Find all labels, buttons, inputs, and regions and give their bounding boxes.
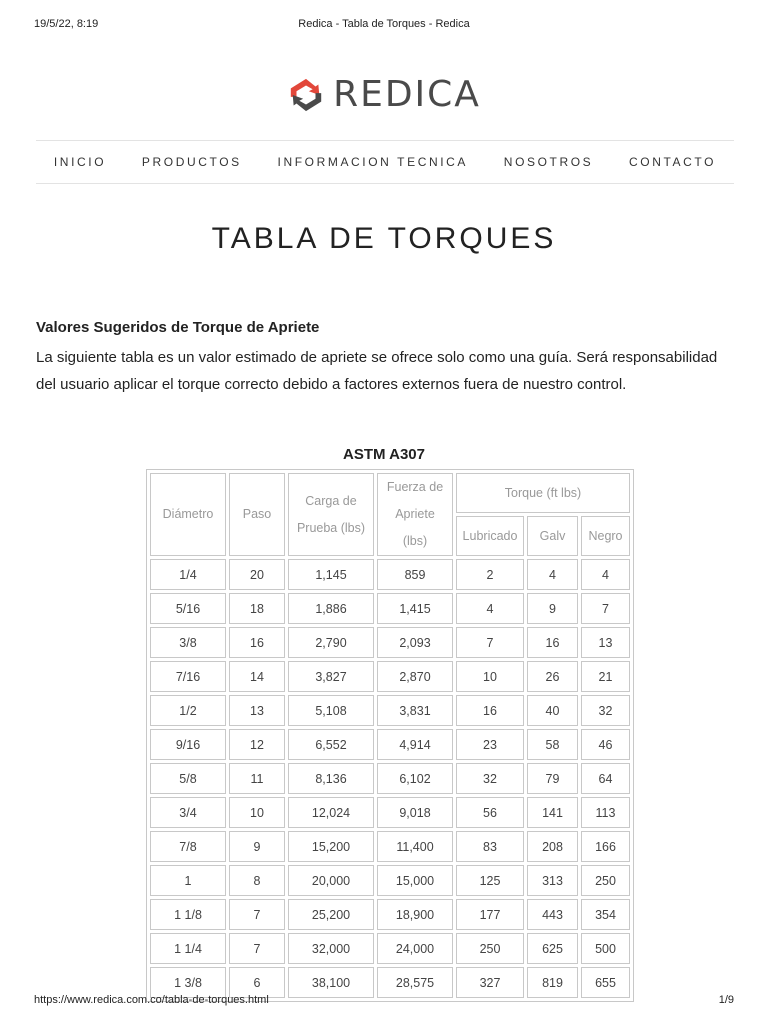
header-carga-line2: Prueba (lbs)	[296, 520, 366, 535]
header-fuerza-line1: Fuerza de	[386, 480, 444, 494]
cell-fuerza-apriete: 24,000	[377, 933, 453, 964]
print-footer	[34, 994, 734, 1008]
cell-fuerza-apriete: 4,914	[377, 729, 453, 760]
cell-paso: 14	[229, 661, 285, 692]
cell-negro: 250	[581, 865, 630, 896]
cell-paso: 9	[229, 831, 285, 862]
cell-paso: 13	[229, 695, 285, 726]
nav-item-inicio[interactable]: INICIO	[53, 155, 107, 169]
cell-paso: 20	[229, 559, 285, 590]
cell-carga-prueba: 1,145	[288, 559, 374, 590]
brand-name: REDICA	[333, 74, 481, 115]
nav-item-contacto[interactable]: CONTACTO	[629, 155, 717, 169]
cell-paso: 7	[229, 933, 285, 964]
cell-paso: 11	[229, 763, 285, 794]
cell-diametro: 9/16	[150, 729, 226, 760]
cell-negro: 4	[581, 559, 630, 590]
cell-lubricado: 327	[456, 967, 524, 998]
cell-fuerza-apriete: 15,000	[377, 865, 453, 896]
cell-lubricado: 83	[456, 831, 524, 862]
cell-diametro: 7/16	[150, 661, 226, 692]
cell-carga-prueba: 1,886	[288, 593, 374, 624]
cell-lubricado: 177	[456, 899, 524, 930]
cell-negro: 354	[581, 899, 630, 930]
cell-fuerza-apriete: 28,575	[377, 967, 453, 998]
table-row	[150, 559, 630, 590]
cell-lubricado: 16	[456, 695, 524, 726]
table-row	[150, 661, 630, 692]
cell-fuerza-apriete: 11,400	[377, 831, 453, 862]
cell-carga-prueba: 15,200	[288, 831, 374, 862]
print-title: Redica - Tabla de Torques - Redica	[298, 18, 470, 30]
cell-galv: 208	[527, 831, 578, 862]
cell-fuerza-apriete: 6,102	[377, 763, 453, 794]
cell-lubricado: 4	[456, 593, 524, 624]
cell-fuerza-apriete: 2,870	[377, 661, 453, 692]
cell-diametro: 1 1/8	[150, 899, 226, 930]
table-row	[150, 899, 630, 930]
cell-negro: 500	[581, 933, 630, 964]
table-row	[150, 797, 630, 828]
cell-diametro: 5/16	[150, 593, 226, 624]
torque-table	[146, 469, 634, 1002]
cell-galv: 26	[527, 661, 578, 692]
header-negro: Negro	[581, 516, 630, 556]
cell-diametro: 3/8	[150, 627, 226, 658]
cell-galv: 16	[527, 627, 578, 658]
table-row	[150, 933, 630, 964]
cell-negro: 7	[581, 593, 630, 624]
cell-fuerza-apriete: 18,900	[377, 899, 453, 930]
cell-negro: 166	[581, 831, 630, 862]
cell-carga-prueba: 38,100	[288, 967, 374, 998]
print-url: https://www.redica.com.co/tabla-de-torques.html	[34, 994, 269, 1006]
cell-lubricado: 7	[456, 627, 524, 658]
cell-galv: 141	[527, 797, 578, 828]
header-fuerza-line2: Apriete	[395, 507, 435, 521]
print-page-number: 1/9	[718, 994, 734, 1006]
cell-galv: 40	[527, 695, 578, 726]
cell-negro: 46	[581, 729, 630, 760]
torque-table-body	[150, 559, 630, 998]
cell-paso: 16	[229, 627, 285, 658]
cell-paso: 10	[229, 797, 285, 828]
cell-negro: 655	[581, 967, 630, 998]
header-fuerza-apriete	[377, 473, 453, 556]
header-paso: Paso	[229, 473, 285, 556]
cell-lubricado: 56	[456, 797, 524, 828]
cell-diametro: 3/4	[150, 797, 226, 828]
nav-item-nosotros[interactable]: NOSOTROS	[503, 155, 594, 169]
header-lubricado: Lubricado	[456, 516, 524, 556]
header-galv: Galv	[527, 516, 578, 556]
cell-fuerza-apriete: 2,093	[377, 627, 453, 658]
cell-negro: 64	[581, 763, 630, 794]
cell-paso: 18	[229, 593, 285, 624]
brand-logo[interactable]	[0, 72, 768, 118]
cell-diametro: 1 3/8	[150, 967, 226, 998]
cell-carga-prueba: 8,136	[288, 763, 374, 794]
cell-lubricado: 23	[456, 729, 524, 760]
intro-section	[36, 318, 736, 398]
cell-carga-prueba: 6,552	[288, 729, 374, 760]
cell-paso: 6	[229, 967, 285, 998]
cell-diametro: 1 1/4	[150, 933, 226, 964]
main-nav	[36, 140, 734, 184]
cell-galv: 4	[527, 559, 578, 590]
cell-fuerza-apriete: 1,415	[377, 593, 453, 624]
cell-carga-prueba: 25,200	[288, 899, 374, 930]
cell-diametro: 1/4	[150, 559, 226, 590]
cell-fuerza-apriete: 859	[377, 559, 453, 590]
header-torque: Torque (ft lbs)	[456, 473, 630, 513]
redica-arrows-icon	[287, 76, 325, 114]
cell-diametro: 1	[150, 865, 226, 896]
table-row	[150, 695, 630, 726]
cell-lubricado: 2	[456, 559, 524, 590]
header-diametro: Diámetro	[150, 473, 226, 556]
cell-carga-prueba: 32,000	[288, 933, 374, 964]
table-row	[150, 729, 630, 760]
header-fuerza-line3: (lbs)	[402, 534, 428, 548]
cell-negro: 21	[581, 661, 630, 692]
cell-negro: 13	[581, 627, 630, 658]
table-row	[150, 865, 630, 896]
cell-paso: 7	[229, 899, 285, 930]
cell-carga-prueba: 5,108	[288, 695, 374, 726]
cell-galv: 79	[527, 763, 578, 794]
cell-lubricado: 125	[456, 865, 524, 896]
table-row	[150, 763, 630, 794]
cell-paso: 12	[229, 729, 285, 760]
table-row	[150, 627, 630, 658]
cell-galv: 313	[527, 865, 578, 896]
table-row	[150, 593, 630, 624]
cell-carga-prueba: 3,827	[288, 661, 374, 692]
cell-lubricado: 32	[456, 763, 524, 794]
cell-diametro: 5/8	[150, 763, 226, 794]
intro-body: La siguiente tabla es un valor estimado de apriete se ofrece solo como una guía. Será responsabilidad del usuario aplicar el torque correcto debido a factores externos fuera de nuestro control.	[36, 349, 718, 393]
table-row	[150, 831, 630, 862]
cell-diametro: 1/2	[150, 695, 226, 726]
cell-galv: 9	[527, 593, 578, 624]
cell-galv: 58	[527, 729, 578, 760]
header-carga-line1: Carga de	[305, 493, 357, 508]
intro-heading: Valores Sugeridos de Torque de Apriete	[36, 319, 320, 336]
cell-paso: 8	[229, 865, 285, 896]
cell-lubricado: 250	[456, 933, 524, 964]
cell-galv: 443	[527, 899, 578, 930]
cell-fuerza-apriete: 3,831	[377, 695, 453, 726]
print-header	[34, 18, 734, 32]
print-date: 19/5/22, 8:19	[34, 18, 99, 30]
cell-carga-prueba: 12,024	[288, 797, 374, 828]
table-title: ASTM A307	[343, 446, 425, 463]
nav-item-productos[interactable]: PRODUCTOS	[141, 155, 242, 169]
cell-carga-prueba: 20,000	[288, 865, 374, 896]
cell-negro: 113	[581, 797, 630, 828]
cell-galv: 819	[527, 967, 578, 998]
cell-diametro: 7/8	[150, 831, 226, 862]
cell-negro: 32	[581, 695, 630, 726]
cell-carga-prueba: 2,790	[288, 627, 374, 658]
cell-lubricado: 10	[456, 661, 524, 692]
nav-item-informacion-tecnica[interactable]: INFORMACION TECNICA	[277, 155, 469, 169]
cell-galv: 625	[527, 933, 578, 964]
header-carga-prueba	[288, 473, 374, 556]
page-title: TABLA DE TORQUES	[211, 222, 557, 255]
cell-fuerza-apriete: 9,018	[377, 797, 453, 828]
